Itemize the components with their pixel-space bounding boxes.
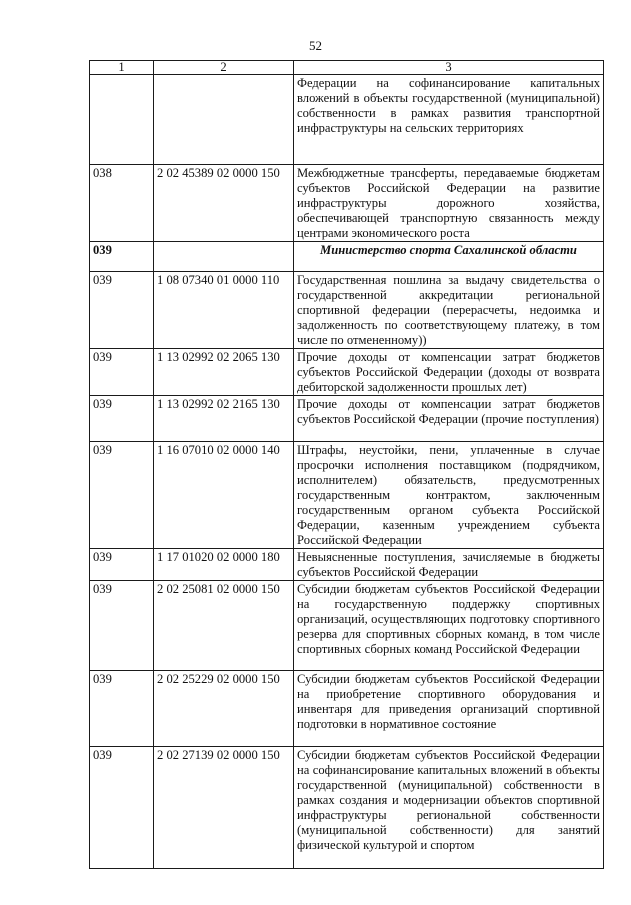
table-row <box>90 75 604 165</box>
description-cell: Субсидии бюджетам субъектов Российской Федерации на софинансирование капитальных вложений в объекты государственной (муниципальной) собственности в рамках создания и модернизации объектов спортивной инфраструктуры региональной собственности (муниципальной собственности) для занятий физической культурой и спортом <box>294 747 604 869</box>
description-cell: Субсидии бюджетам субъектов Российской Федерации на приобретение спортивного оборудования и инвентаря для приведения организаций спортивной подготовки в нормативное состояние <box>294 671 604 747</box>
table-row <box>90 396 604 442</box>
admin-code-cell: 038 <box>90 165 154 242</box>
description-cell: Государственная пошлина за выдачу свидетельства о государственной аккредитации региональной спортивной федерации (перерасчеты, недоимка и задолженность по соответствующему платежу, в том числе по отмененному)) <box>294 272 604 349</box>
revenue-code-cell: 2 02 27139 02 0000 150 <box>154 747 294 869</box>
table-row <box>90 671 604 747</box>
table-row <box>90 349 604 396</box>
description-cell: Прочие доходы от компенсации затрат бюджетов субъектов Российской Федерации (прочие поступления) <box>294 396 604 442</box>
admin-code-cell: 039 <box>90 549 154 581</box>
revenue-code-cell: 1 16 07010 02 0000 140 <box>154 442 294 549</box>
admin-code-cell: 039 <box>90 396 154 442</box>
admin-code-cell: 039 <box>90 242 154 272</box>
column-header-1: 1 <box>90 61 154 75</box>
admin-code-cell: 039 <box>90 349 154 396</box>
revenue-code-cell: 2 02 25081 02 0000 150 <box>154 581 294 671</box>
revenue-code-cell: 2 02 25229 02 0000 150 <box>154 671 294 747</box>
revenue-codes-table <box>89 60 604 869</box>
revenue-code-cell <box>154 75 294 165</box>
column-header-3: 3 <box>294 61 604 75</box>
column-header-2: 2 <box>154 61 294 75</box>
page-number: 52 <box>309 38 322 53</box>
table-row <box>90 549 604 581</box>
admin-code-cell: 039 <box>90 442 154 549</box>
revenue-code-cell: 1 13 02992 02 2065 130 <box>154 349 294 396</box>
ministry-row <box>90 242 604 272</box>
description-cell: Федерации на софинансирование капитальных вложений в объекты государственной (муниципальной) собственности в рамках развития транспортной инфраструктуры на сельских территориях <box>294 75 604 165</box>
table-row <box>90 165 604 242</box>
ministry-name-cell: Министерство спорта Сахалинской области <box>294 242 604 272</box>
table-row <box>90 442 604 549</box>
table-row <box>90 272 604 349</box>
revenue-code-cell: 1 08 07340 01 0000 110 <box>154 272 294 349</box>
admin-code-cell <box>90 75 154 165</box>
revenue-code-cell: 2 02 45389 02 0000 150 <box>154 165 294 242</box>
description-cell: Штрафы, неустойки, пени, уплаченные в случае просрочки исполнения поставщиком (подрядчиком, исполнителем) обязательств, предусмотренных государственным контрактом, заключенным государственным органом субъекта Российской Федерации, казенным учреждением субъекта Российской Федерации <box>294 442 604 549</box>
admin-code-cell: 039 <box>90 671 154 747</box>
description-cell: Невыясненные поступления, зачисляемые в бюджеты субъектов Российской Федерации <box>294 549 604 581</box>
revenue-code-cell <box>154 242 294 272</box>
description-cell: Субсидии бюджетам субъектов Российской Федерации на государственную поддержку спортивных организаций, осуществляющих подготовку спортивного резерва для спортивных сборных команд, в том числе спортивных сборных команд Российской Федерации <box>294 581 604 671</box>
admin-code-cell: 039 <box>90 272 154 349</box>
admin-code-cell: 039 <box>90 747 154 869</box>
description-cell: Межбюджетные трансферты, передаваемые бюджетам субъектов Российской Федерации на развитие инфраструктуры дорожного хозяйства, обеспечивающей транспортную связанность между центрами экономического роста <box>294 165 604 242</box>
description-cell: Прочие доходы от компенсации затрат бюджетов субъектов Российской Федерации (доходы от возврата дебиторской задолженности прошлых лет) <box>294 349 604 396</box>
table-header-row <box>90 61 604 75</box>
table-body <box>90 75 604 869</box>
admin-code-cell: 039 <box>90 581 154 671</box>
revenue-code-cell: 1 13 02992 02 2165 130 <box>154 396 294 442</box>
table-row <box>90 747 604 869</box>
revenue-code-cell: 1 17 01020 02 0000 180 <box>154 549 294 581</box>
table-row <box>90 581 604 671</box>
